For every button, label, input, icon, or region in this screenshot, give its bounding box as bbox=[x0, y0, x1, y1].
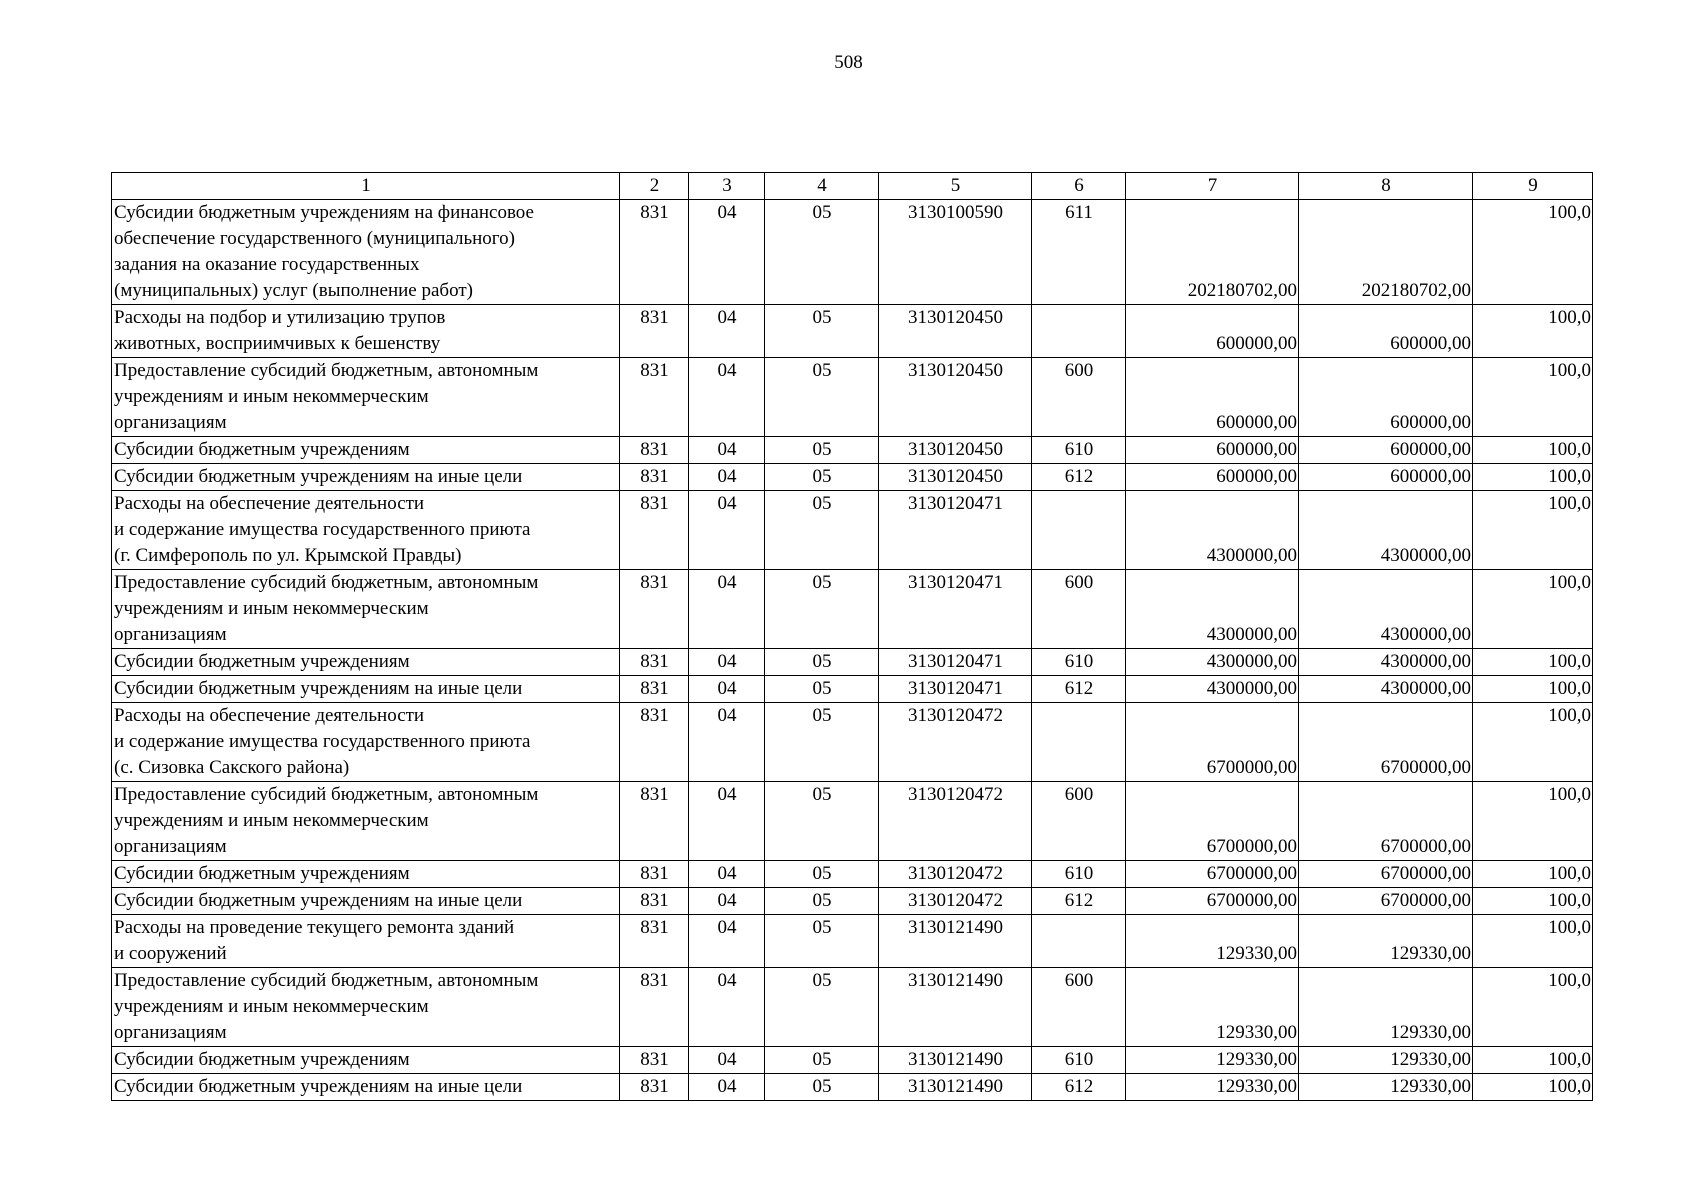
table-row bbox=[112, 305, 1593, 358]
cell-col3: 04 bbox=[689, 305, 765, 358]
cell-col6: 612 bbox=[1032, 676, 1126, 703]
cell-col2: 831 bbox=[620, 782, 689, 861]
table-row bbox=[112, 200, 1593, 305]
cell-col3: 04 bbox=[689, 437, 765, 464]
cell-col3: 04 bbox=[689, 1074, 765, 1101]
cell-col6: 600 bbox=[1032, 782, 1126, 861]
column-header: 8 bbox=[1299, 173, 1473, 200]
row-name: Предоставление субсидий бюджетным, автономным учреждениям и иным некоммерческим организациям bbox=[112, 570, 620, 649]
cell-col5: 3130120450 bbox=[879, 437, 1032, 464]
cell-col3: 04 bbox=[689, 703, 765, 782]
cell-col3: 04 bbox=[689, 915, 765, 968]
cell-col8: 6700000,00 bbox=[1299, 782, 1473, 861]
row-name: Субсидии бюджетным учреждениям bbox=[112, 649, 620, 676]
row-name: Предоставление субсидий бюджетным, автономным учреждениям и иным некоммерческим организациям bbox=[112, 782, 620, 861]
cell-col9: 100,0 bbox=[1473, 861, 1593, 888]
table-row bbox=[112, 861, 1593, 888]
cell-col9: 100,0 bbox=[1473, 968, 1593, 1047]
cell-col6 bbox=[1032, 703, 1126, 782]
table-row bbox=[112, 358, 1593, 437]
cell-col2: 831 bbox=[620, 703, 689, 782]
cell-col7: 129330,00 bbox=[1126, 1074, 1299, 1101]
cell-col7: 202180702,00 bbox=[1126, 200, 1299, 305]
cell-col4: 05 bbox=[765, 1074, 879, 1101]
header-row bbox=[112, 173, 1593, 200]
cell-col7: 129330,00 bbox=[1126, 968, 1299, 1047]
cell-col5: 3130120450 bbox=[879, 464, 1032, 491]
cell-col8: 129330,00 bbox=[1299, 915, 1473, 968]
row-name: Расходы на обеспечение деятельности и содержание имущества государственного приюта (с. Сизовка Сакского района) bbox=[112, 703, 620, 782]
cell-col5: 3130120471 bbox=[879, 570, 1032, 649]
cell-col4: 05 bbox=[765, 200, 879, 305]
row-name: Расходы на обеспечение деятельности и содержание имущества государственного приюта (г. Симферополь по ул. Крымской Правды) bbox=[112, 491, 620, 570]
cell-col4: 05 bbox=[765, 464, 879, 491]
cell-col9: 100,0 bbox=[1473, 305, 1593, 358]
table-row bbox=[112, 464, 1593, 491]
cell-col7: 6700000,00 bbox=[1126, 782, 1299, 861]
cell-col5: 3130121490 bbox=[879, 1047, 1032, 1074]
cell-col3: 04 bbox=[689, 491, 765, 570]
cell-col9: 100,0 bbox=[1473, 464, 1593, 491]
column-header: 5 bbox=[879, 173, 1032, 200]
cell-col9: 100,0 bbox=[1473, 676, 1593, 703]
column-header: 3 bbox=[689, 173, 765, 200]
column-header: 1 bbox=[112, 173, 620, 200]
cell-col7: 600000,00 bbox=[1126, 437, 1299, 464]
cell-col3: 04 bbox=[689, 888, 765, 915]
column-header: 6 bbox=[1032, 173, 1126, 200]
cell-col8: 600000,00 bbox=[1299, 305, 1473, 358]
row-name: Расходы на проведение текущего ремонта зданий и сооружений bbox=[112, 915, 620, 968]
cell-col3: 04 bbox=[689, 464, 765, 491]
cell-col8: 4300000,00 bbox=[1299, 570, 1473, 649]
cell-col6: 610 bbox=[1032, 437, 1126, 464]
cell-col9: 100,0 bbox=[1473, 491, 1593, 570]
cell-col8: 4300000,00 bbox=[1299, 649, 1473, 676]
cell-col2: 831 bbox=[620, 305, 689, 358]
cell-col6: 600 bbox=[1032, 358, 1126, 437]
cell-col4: 05 bbox=[765, 437, 879, 464]
cell-col8: 4300000,00 bbox=[1299, 676, 1473, 703]
cell-col4: 05 bbox=[765, 915, 879, 968]
table-row bbox=[112, 649, 1593, 676]
cell-col8: 6700000,00 bbox=[1299, 888, 1473, 915]
cell-col7: 6700000,00 bbox=[1126, 703, 1299, 782]
row-name: Субсидии бюджетным учреждениям на иные цели bbox=[112, 1074, 620, 1101]
cell-col2: 831 bbox=[620, 676, 689, 703]
cell-col4: 05 bbox=[765, 888, 879, 915]
cell-col2: 831 bbox=[620, 1047, 689, 1074]
cell-col5: 3130120472 bbox=[879, 888, 1032, 915]
cell-col5: 3130120471 bbox=[879, 649, 1032, 676]
table-row bbox=[112, 968, 1593, 1047]
cell-col2: 831 bbox=[620, 570, 689, 649]
row-name: Субсидии бюджетным учреждениям на финансовое обеспечение государственного (муниципального) задания на оказание государственных (муниципальных) услуг (выполнение работ) bbox=[112, 200, 620, 305]
cell-col7: 4300000,00 bbox=[1126, 649, 1299, 676]
cell-col3: 04 bbox=[689, 200, 765, 305]
cell-col3: 04 bbox=[689, 358, 765, 437]
cell-col9: 100,0 bbox=[1473, 703, 1593, 782]
cell-col3: 04 bbox=[689, 649, 765, 676]
cell-col4: 05 bbox=[765, 570, 879, 649]
row-name: Субсидии бюджетным учреждениям на иные цели bbox=[112, 676, 620, 703]
cell-col3: 04 bbox=[689, 570, 765, 649]
cell-col7: 600000,00 bbox=[1126, 305, 1299, 358]
cell-col6: 611 bbox=[1032, 200, 1126, 305]
cell-col5: 3130120472 bbox=[879, 782, 1032, 861]
cell-col5: 3130120472 bbox=[879, 703, 1032, 782]
row-name: Субсидии бюджетным учреждениям на иные цели bbox=[112, 888, 620, 915]
cell-col4: 05 bbox=[765, 968, 879, 1047]
cell-col8: 129330,00 bbox=[1299, 968, 1473, 1047]
cell-col9: 100,0 bbox=[1473, 570, 1593, 649]
cell-col3: 04 bbox=[689, 1047, 765, 1074]
cell-col9: 100,0 bbox=[1473, 649, 1593, 676]
cell-col7: 4300000,00 bbox=[1126, 676, 1299, 703]
cell-col5: 3130120471 bbox=[879, 676, 1032, 703]
row-name: Предоставление субсидий бюджетным, автономным учреждениям и иным некоммерческим организациям bbox=[112, 968, 620, 1047]
cell-col8: 129330,00 bbox=[1299, 1047, 1473, 1074]
page-number: 508 bbox=[834, 52, 863, 73]
cell-col7: 6700000,00 bbox=[1126, 888, 1299, 915]
cell-col9: 100,0 bbox=[1473, 915, 1593, 968]
table-row bbox=[112, 782, 1593, 861]
row-name: Субсидии бюджетным учреждениям bbox=[112, 437, 620, 464]
cell-col4: 05 bbox=[765, 358, 879, 437]
cell-col6: 610 bbox=[1032, 1047, 1126, 1074]
cell-col8: 6700000,00 bbox=[1299, 703, 1473, 782]
cell-col8: 600000,00 bbox=[1299, 437, 1473, 464]
table-row bbox=[112, 888, 1593, 915]
cell-col7: 600000,00 bbox=[1126, 358, 1299, 437]
cell-col4: 05 bbox=[765, 305, 879, 358]
cell-col2: 831 bbox=[620, 464, 689, 491]
column-header: 4 bbox=[765, 173, 879, 200]
cell-col7: 6700000,00 bbox=[1126, 861, 1299, 888]
cell-col8: 600000,00 bbox=[1299, 358, 1473, 437]
cell-col7: 600000,00 bbox=[1126, 464, 1299, 491]
cell-col2: 831 bbox=[620, 861, 689, 888]
cell-col2: 831 bbox=[620, 915, 689, 968]
cell-col5: 3130121490 bbox=[879, 968, 1032, 1047]
cell-col7: 129330,00 bbox=[1126, 1047, 1299, 1074]
table-row bbox=[112, 437, 1593, 464]
cell-col6 bbox=[1032, 491, 1126, 570]
cell-col7: 129330,00 bbox=[1126, 915, 1299, 968]
cell-col6: 610 bbox=[1032, 861, 1126, 888]
cell-col4: 05 bbox=[765, 703, 879, 782]
cell-col5: 3130120472 bbox=[879, 861, 1032, 888]
cell-col2: 831 bbox=[620, 437, 689, 464]
column-header: 7 bbox=[1126, 173, 1299, 200]
table-row bbox=[112, 703, 1593, 782]
cell-col4: 05 bbox=[765, 649, 879, 676]
cell-col8: 6700000,00 bbox=[1299, 861, 1473, 888]
cell-col2: 831 bbox=[620, 358, 689, 437]
cell-col9: 100,0 bbox=[1473, 437, 1593, 464]
cell-col3: 04 bbox=[689, 676, 765, 703]
cell-col9: 100,0 bbox=[1473, 1074, 1593, 1101]
table-row bbox=[112, 915, 1593, 968]
budget-table bbox=[111, 172, 1593, 1101]
row-name: Расходы на подбор и утилизацию трупов животных, восприимчивых к бешенству bbox=[112, 305, 620, 358]
cell-col9: 100,0 bbox=[1473, 888, 1593, 915]
row-name: Субсидии бюджетным учреждениям bbox=[112, 1047, 620, 1074]
table-row bbox=[112, 676, 1593, 703]
cell-col8: 129330,00 bbox=[1299, 1074, 1473, 1101]
table-row bbox=[112, 570, 1593, 649]
cell-col5: 3130121490 bbox=[879, 915, 1032, 968]
cell-col6: 612 bbox=[1032, 888, 1126, 915]
cell-col6 bbox=[1032, 915, 1126, 968]
cell-col6: 600 bbox=[1032, 968, 1126, 1047]
cell-col5: 3130121490 bbox=[879, 1074, 1032, 1101]
cell-col2: 831 bbox=[620, 968, 689, 1047]
cell-col5: 3130120450 bbox=[879, 358, 1032, 437]
column-header: 9 bbox=[1473, 173, 1593, 200]
cell-col8: 600000,00 bbox=[1299, 464, 1473, 491]
cell-col2: 831 bbox=[620, 649, 689, 676]
cell-col3: 04 bbox=[689, 861, 765, 888]
cell-col6: 610 bbox=[1032, 649, 1126, 676]
cell-col4: 05 bbox=[765, 676, 879, 703]
column-header: 2 bbox=[620, 173, 689, 200]
cell-col2: 831 bbox=[620, 888, 689, 915]
cell-col7: 4300000,00 bbox=[1126, 491, 1299, 570]
cell-col2: 831 bbox=[620, 200, 689, 305]
cell-col5: 3130120450 bbox=[879, 305, 1032, 358]
cell-col9: 100,0 bbox=[1473, 358, 1593, 437]
cell-col9: 100,0 bbox=[1473, 200, 1593, 305]
row-name: Субсидии бюджетным учреждениям bbox=[112, 861, 620, 888]
cell-col8: 4300000,00 bbox=[1299, 491, 1473, 570]
table-row bbox=[112, 1047, 1593, 1074]
cell-col5: 3130100590 bbox=[879, 200, 1032, 305]
cell-col6: 612 bbox=[1032, 1074, 1126, 1101]
table-row bbox=[112, 491, 1593, 570]
cell-col4: 05 bbox=[765, 861, 879, 888]
cell-col7: 4300000,00 bbox=[1126, 570, 1299, 649]
cell-col6: 612 bbox=[1032, 464, 1126, 491]
cell-col3: 04 bbox=[689, 968, 765, 1047]
cell-col2: 831 bbox=[620, 1074, 689, 1101]
cell-col6: 600 bbox=[1032, 570, 1126, 649]
cell-col6 bbox=[1032, 305, 1126, 358]
cell-col3: 04 bbox=[689, 782, 765, 861]
cell-col9: 100,0 bbox=[1473, 782, 1593, 861]
row-name: Предоставление субсидий бюджетным, автономным учреждениям и иным некоммерческим организациям bbox=[112, 358, 620, 437]
cell-col4: 05 bbox=[765, 782, 879, 861]
cell-col8: 202180702,00 bbox=[1299, 200, 1473, 305]
table-row bbox=[112, 1074, 1593, 1101]
row-name: Субсидии бюджетным учреждениям на иные цели bbox=[112, 464, 620, 491]
cell-col2: 831 bbox=[620, 491, 689, 570]
cell-col4: 05 bbox=[765, 491, 879, 570]
cell-col5: 3130120471 bbox=[879, 491, 1032, 570]
cell-col4: 05 bbox=[765, 1047, 879, 1074]
cell-col9: 100,0 bbox=[1473, 1047, 1593, 1074]
